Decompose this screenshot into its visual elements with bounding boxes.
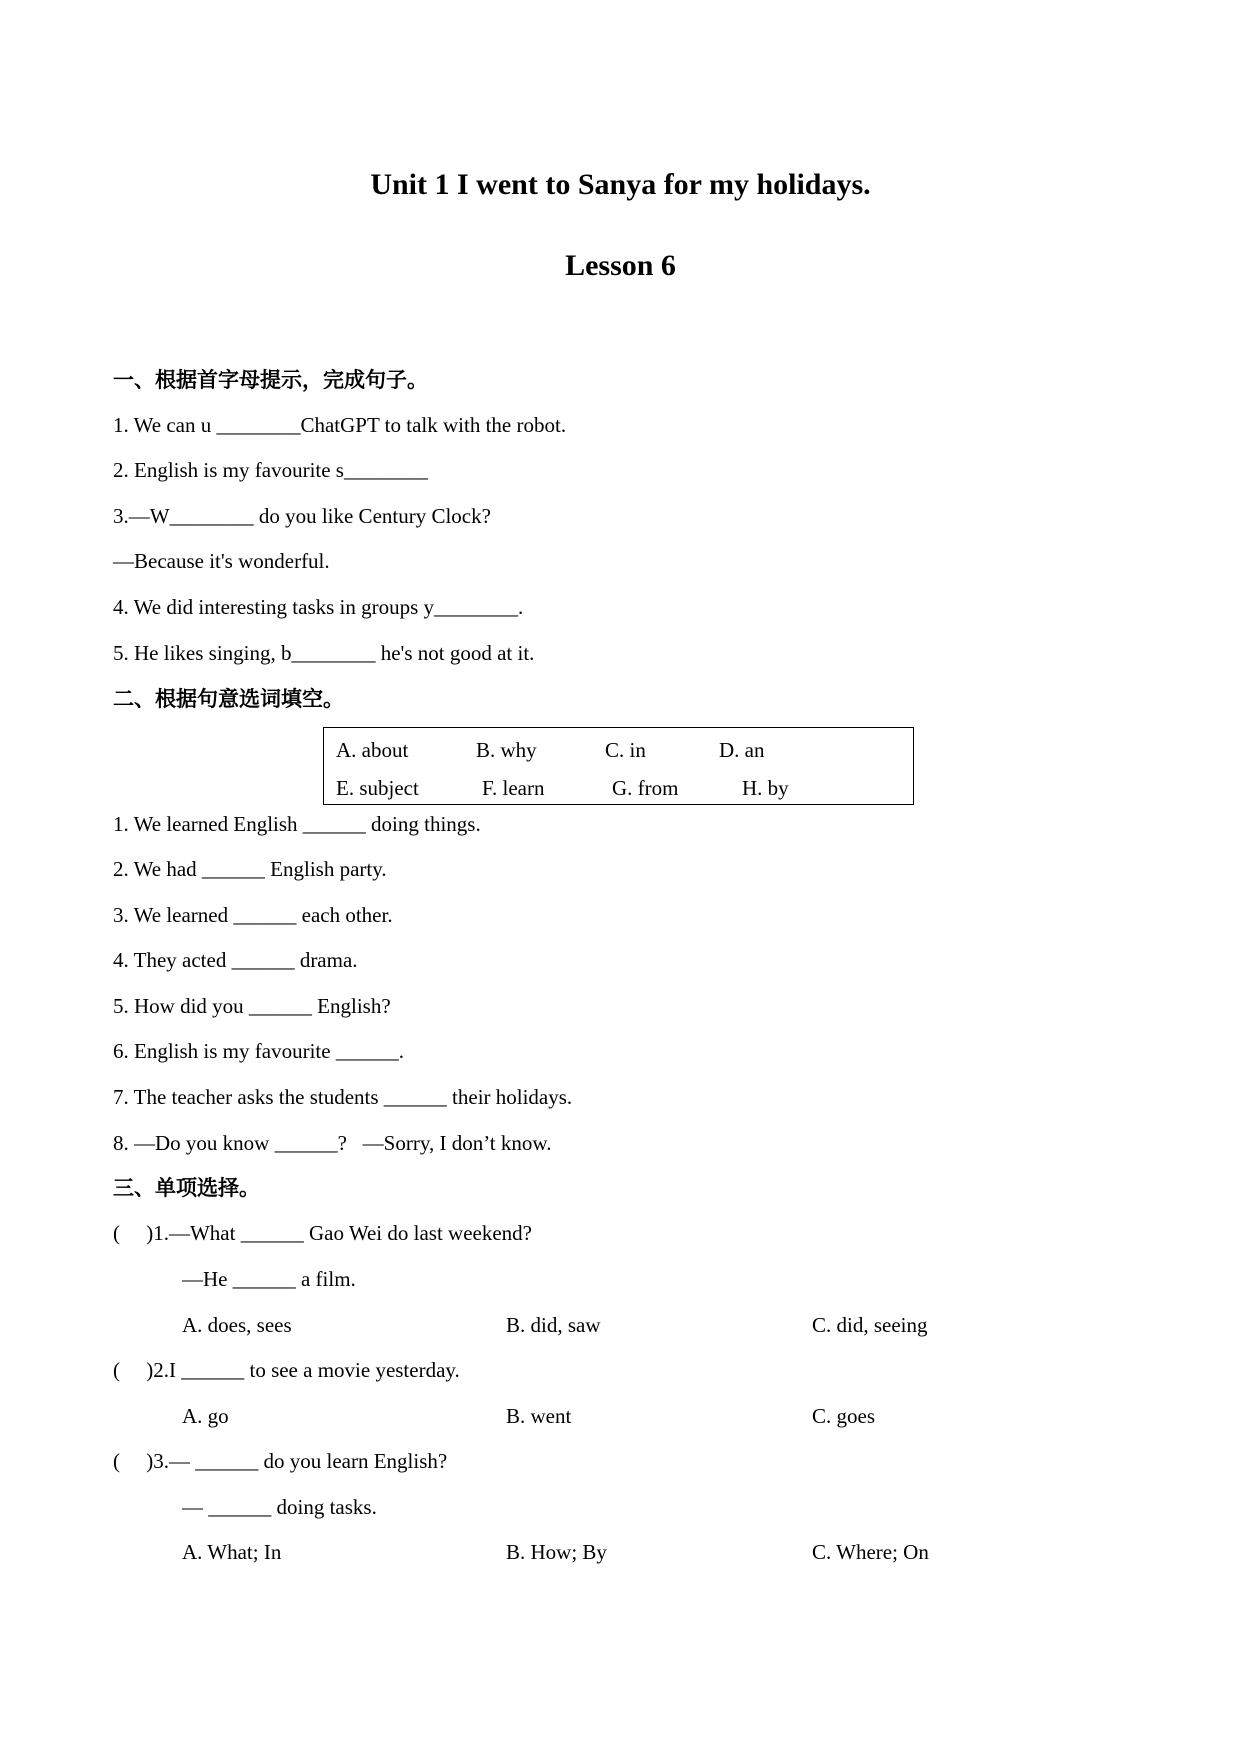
word-option: A. about <box>336 738 409 762</box>
answer-option: B. How; By <box>506 1540 607 1564</box>
word-option: H. by <box>742 776 789 800</box>
section1-heading: 一、根据首字母提示，完成句子。 <box>113 368 428 392</box>
answer-option: C. did, seeing <box>812 1313 928 1337</box>
section1-item: 4. We did interesting tasks in groups y________. <box>113 595 524 619</box>
section1-item: 2. English is my favourite s________ <box>113 458 428 482</box>
answer-option: A. What; In <box>182 1540 282 1564</box>
answer-option: C. Where; On <box>812 1540 929 1564</box>
section2-item: 7. The teacher asks the students ______ their holidays. <box>113 1085 573 1109</box>
lesson-title: Lesson 6 <box>565 249 676 282</box>
word-option: C. in <box>605 738 646 762</box>
section2-item: 2. We had ______ English party. <box>113 857 387 881</box>
section1-item: 1. We can u ________ChatGPT to talk with the robot. <box>113 413 567 437</box>
question-stem: — ______ doing tasks. <box>182 1495 377 1519</box>
question-stem: ( )1.—What ______ Gao Wei do last weekend? <box>113 1221 532 1245</box>
question-stem: —He ______ a film. <box>182 1267 356 1291</box>
section1-item: 5. He likes singing, b________ he's not good at it. <box>113 641 535 665</box>
word-option: F. learn <box>482 776 545 800</box>
word-bank-box <box>323 727 914 805</box>
question-stem: ( )2.I ______ to see a movie yesterday. <box>113 1358 460 1382</box>
answer-option: B. went <box>506 1404 572 1428</box>
section2-item: 3. We learned ______ each other. <box>113 903 393 927</box>
section1-item: 3.—W________ do you like Century Clock? <box>113 504 491 528</box>
section2-heading: 二、根据句意选词填空。 <box>113 687 344 711</box>
word-option: E. subject <box>336 776 419 800</box>
word-option: G. from <box>612 776 679 800</box>
question-stem: ( )3.— ______ do you learn English? <box>113 1449 448 1473</box>
word-option: B. why <box>476 738 537 762</box>
answer-option: B. did, saw <box>506 1313 601 1337</box>
section2-item: 5. How did you ______ English? <box>113 994 391 1018</box>
section2-item: 6. English is my favourite ______. <box>113 1039 405 1063</box>
page-title: Unit 1 I went to Sanya for my holidays. <box>370 168 871 201</box>
answer-option: A. does, sees <box>182 1313 292 1337</box>
word-option: D. an <box>719 738 765 762</box>
answer-option: A. go <box>182 1404 229 1428</box>
section2-item: 1. We learned English ______ doing things. <box>113 812 481 836</box>
section2-item: 4. They acted ______ drama. <box>113 948 358 972</box>
section1-item: —Because it's wonderful. <box>113 549 330 573</box>
answer-option: C. goes <box>812 1404 875 1428</box>
section2-item: 8. —Do you know ______? —Sorry, I don’t know. <box>113 1131 552 1155</box>
section3-heading: 三、单项选择。 <box>113 1176 260 1200</box>
